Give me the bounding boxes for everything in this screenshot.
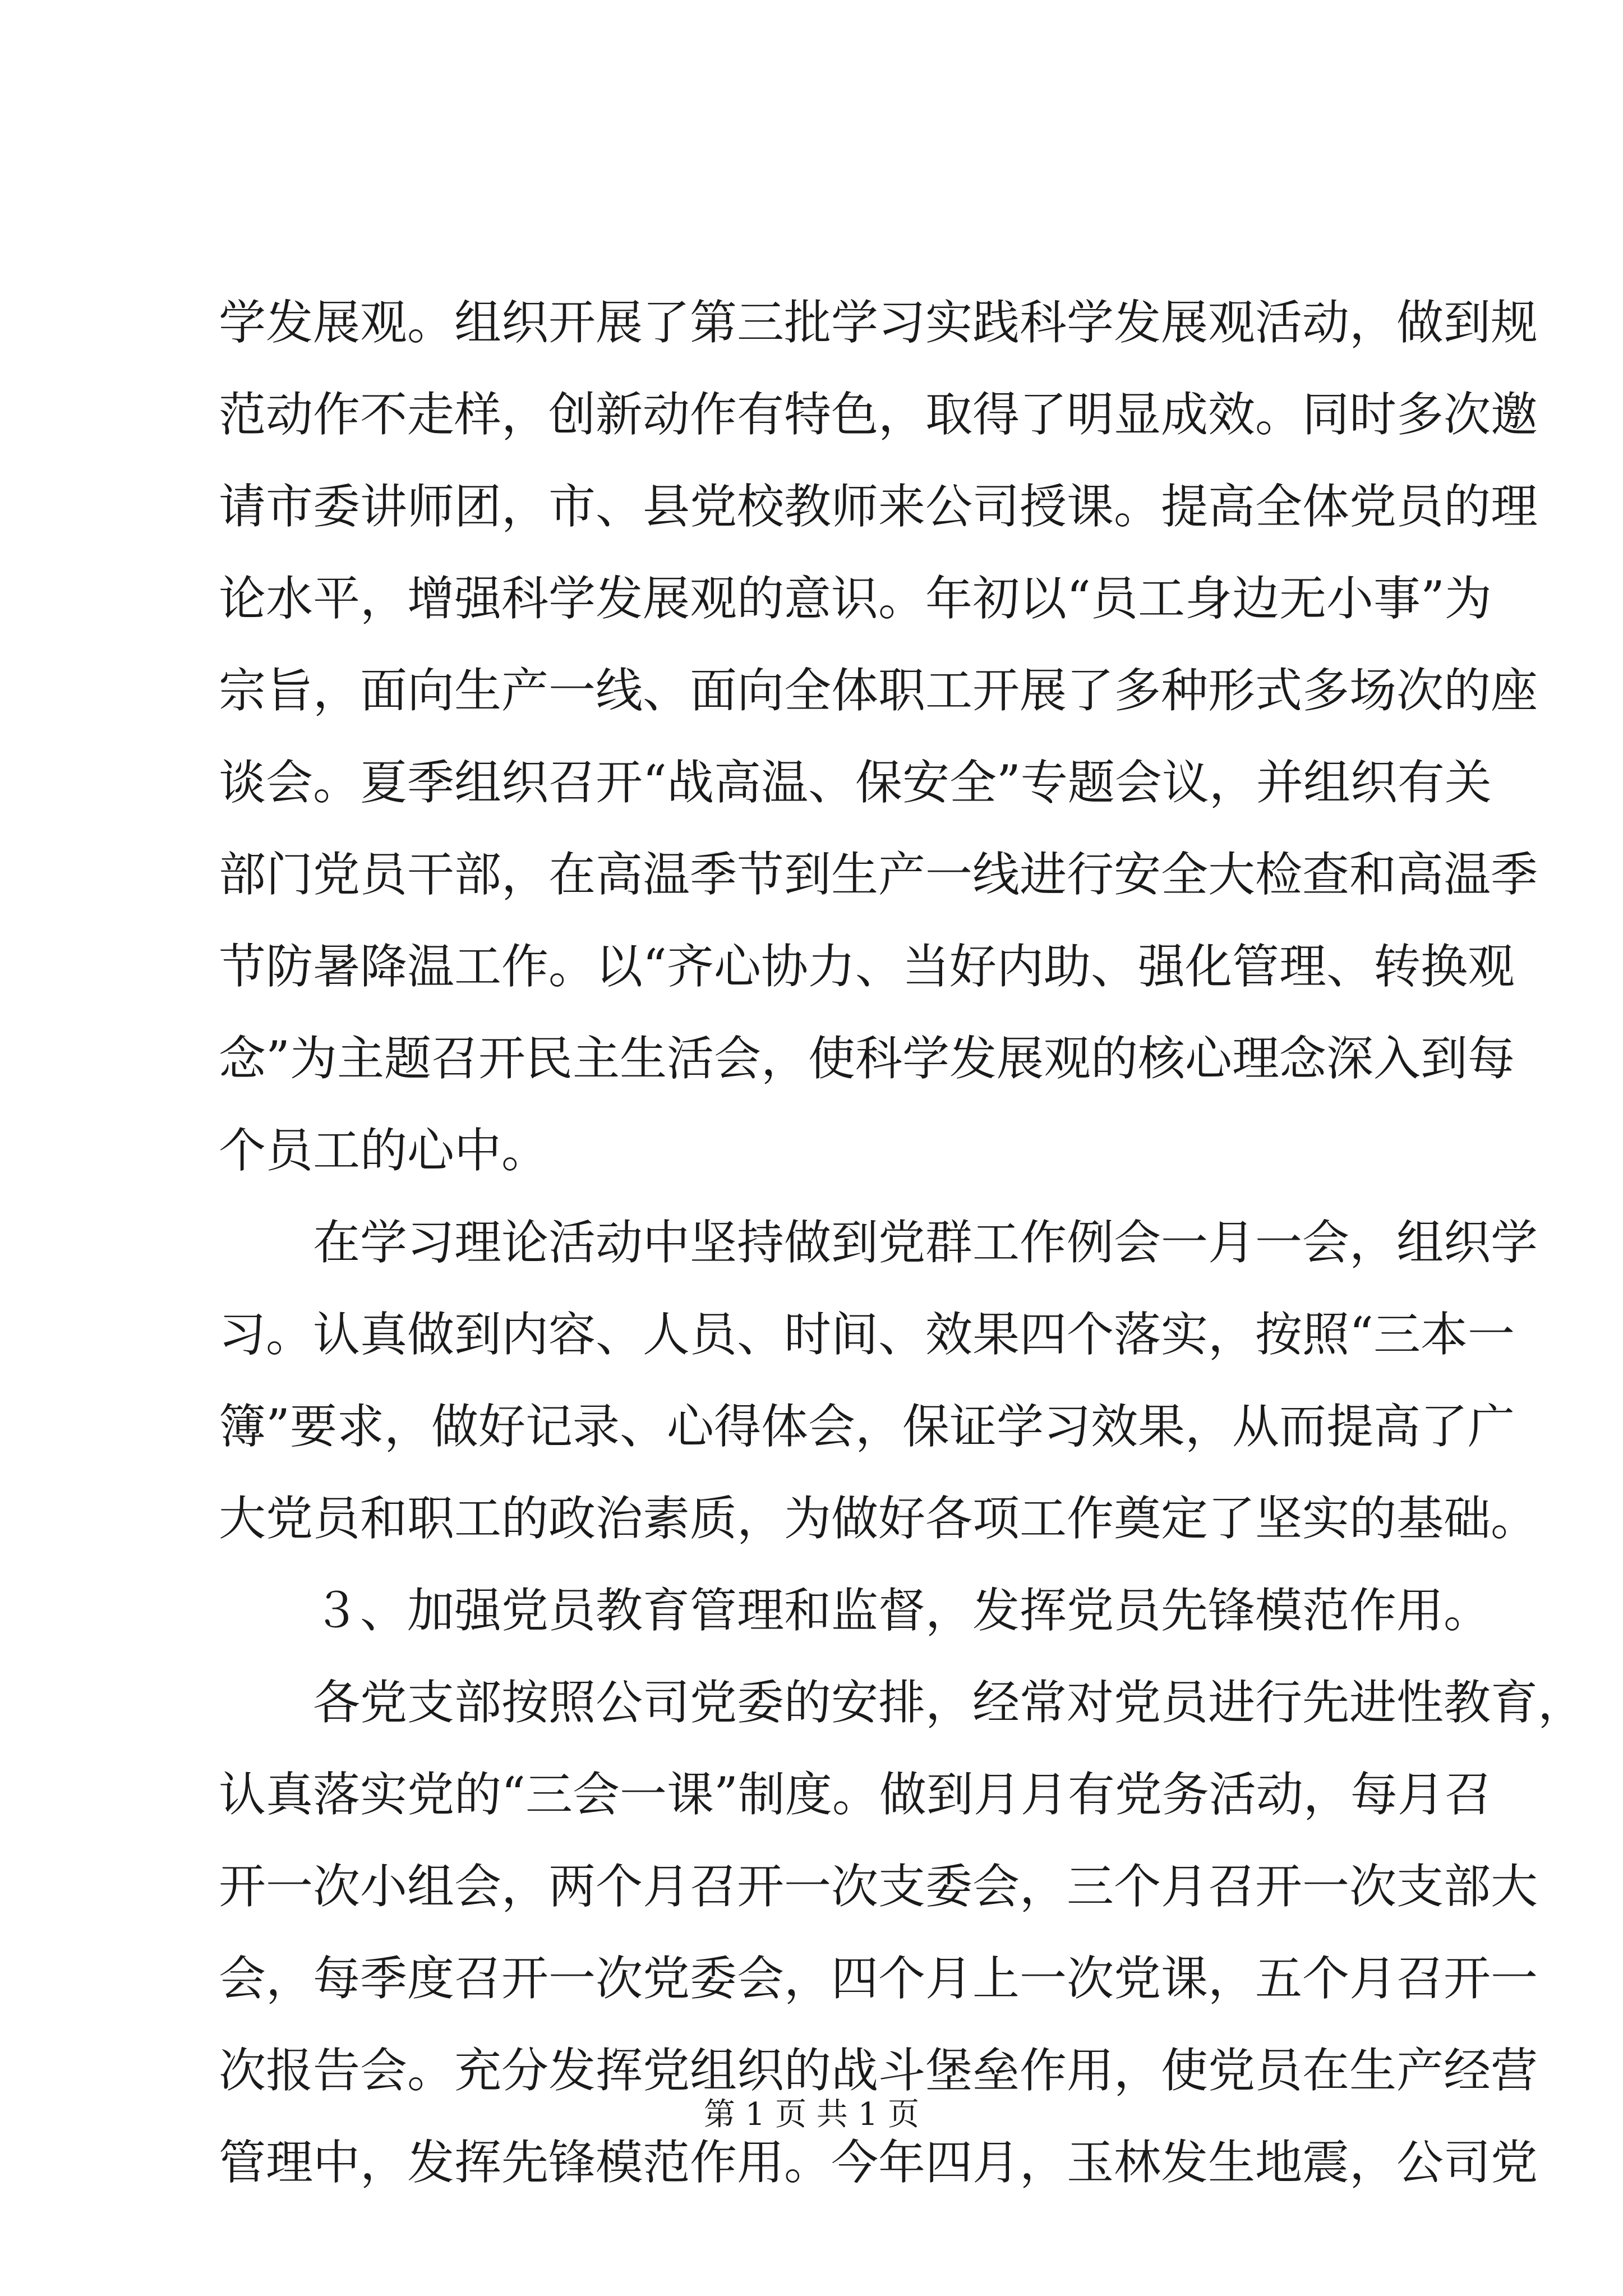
paragraph-line: 会，每季度召开一次党委会，四个月上一次党课，五个月召开一 — [219, 1951, 1538, 2006]
paragraph-line: 管理中，发挥先锋模范作用。今年四月，玉林发生地震，公司党 — [219, 2135, 1538, 2190]
paragraph-line: 念”为主题召开民主生活会，使科学发展观的核心理念深入到每 — [219, 1031, 1515, 1086]
paragraph-line: 节防暑降温工作。以“齐心协力、当好内助、强化管理、转换观 — [219, 939, 1515, 994]
paragraph-line: 个员工的心中。 — [219, 1123, 549, 1178]
document-body — [219, 295, 1585, 2226]
paragraph-line: 学发展观。组织开展了第三批学习实践科学发展观活动，做到规 — [219, 295, 1538, 350]
paragraph-line: 论水平，增强科学发展观的意识。年初以“员工身边无小事”为 — [219, 571, 1492, 626]
paragraph-line: 习。认真做到内容、人员、时间、效果四个落实，按照“三本一 — [219, 1307, 1515, 1362]
paragraph-line: 认真落实党的“三会一课”制度。做到月月有党务活动，每月召 — [219, 1767, 1492, 1822]
paragraph-line: 各党支部按照公司党委的安排，经常对党员进行先进性教育， — [313, 1675, 1585, 1730]
paragraph-line: 在学习理论活动中坚持做到党群工作例会一月一会，组织学 — [313, 1215, 1538, 1270]
paragraph-line: 谈会。夏季组织召开“战高温、保安全”专题会议，并组织有关 — [219, 755, 1492, 810]
page-footer: 第 1 页 共 1 页 — [703, 2096, 920, 2133]
paragraph-line: 部门党员干部，在高温季节到生产一线进行安全大检查和高温季 — [219, 847, 1538, 902]
paragraph-line: 簿”要求，做好记录、心得体会，保证学习效果，从而提高了广 — [219, 1399, 1515, 1454]
paragraph-line: 次报告会。充分发挥党组织的战斗堡垒作用，使党员在生产经营 — [219, 2043, 1538, 2098]
paragraph-line: 范动作不走样，创新动作有特色，取得了明显成效。同时多次邀 — [219, 387, 1538, 442]
section-heading: ３、加强党员教育管理和监督，发挥党员先锋模范作用。 — [313, 1583, 1491, 1638]
paragraph-line: 大党员和职工的政治素质，为做好各项工作奠定了坚实的基础。 — [219, 1491, 1538, 1546]
paragraph-line: 请市委讲师团，市、县党校教师来公司授课。提高全体党员的理 — [219, 479, 1538, 534]
paragraph-line: 开一次小组会，两个月召开一次支委会，三个月召开一次支部大 — [219, 1859, 1538, 1914]
paragraph-line: 宗旨，面向生产一线、面向全体职工开展了多种形式多场次的座 — [219, 663, 1538, 718]
